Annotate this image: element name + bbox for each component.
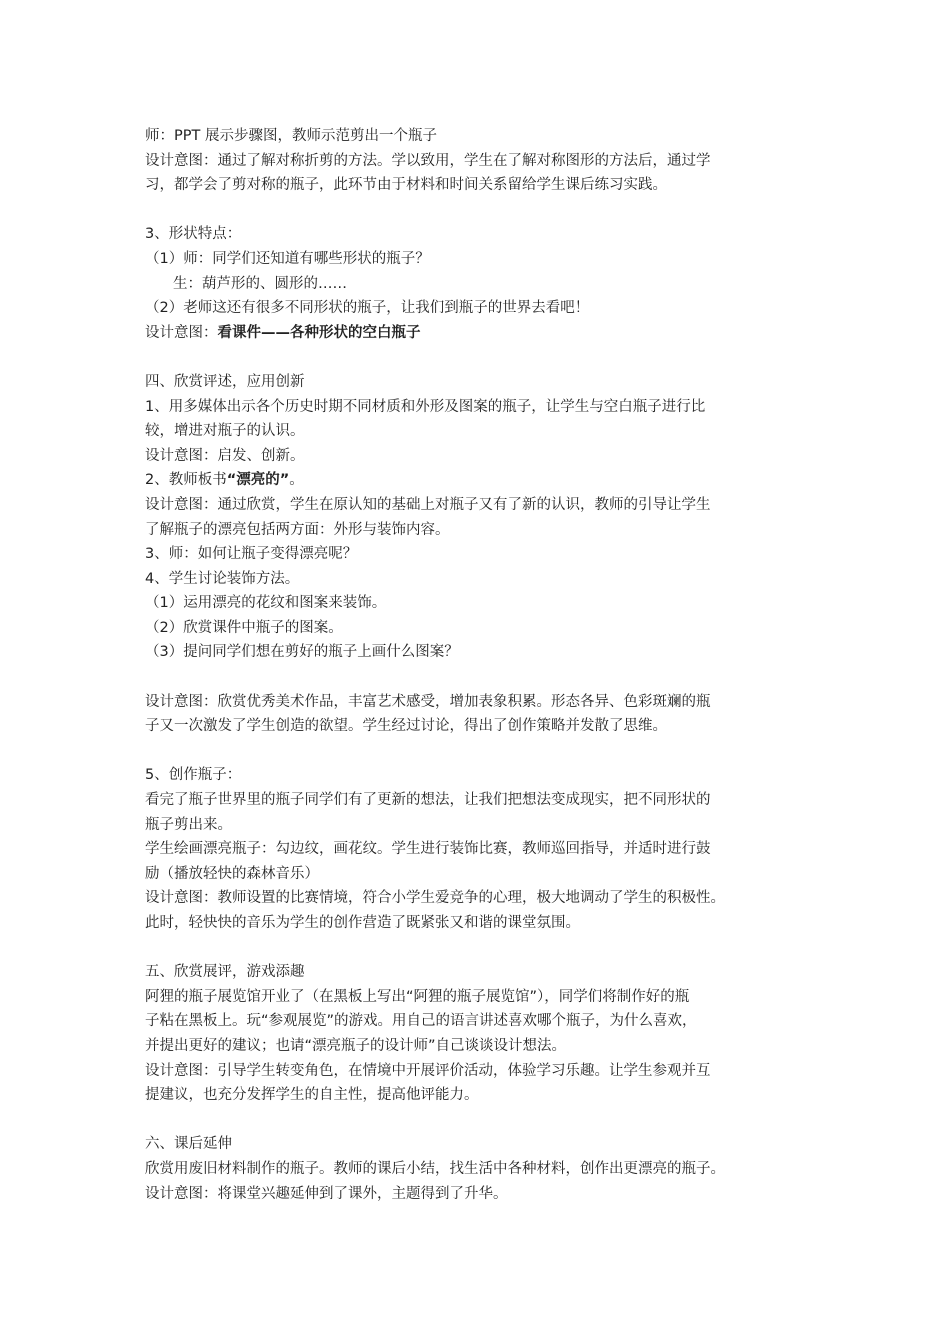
text-line: 瓶子剪出来。 bbox=[145, 816, 232, 833]
text-line: 五、欣赏展评，游戏添趣 bbox=[145, 964, 305, 981]
text-line: 设计意图：引导学生转变角色，在情境中开展评价活动，体验学习乐趣。让学生参观并互 bbox=[145, 1062, 711, 1079]
text-line: 师：PPT 展示步骤图，教师示范剪出一个瓶子 bbox=[145, 128, 437, 144]
line-prefix: 2、教师板书 bbox=[145, 472, 227, 489]
text-line bbox=[145, 321, 815, 346]
text-line: 较，增进对瓶子的认识。 bbox=[145, 423, 305, 440]
blank-line bbox=[145, 665, 815, 690]
text-line: 了解瓶子的漂亮包括两方面：外形与装饰内容。 bbox=[145, 521, 450, 538]
blank-line bbox=[145, 198, 815, 223]
line-prefix: 设计意图： bbox=[145, 324, 218, 341]
text-line: 子又一次激发了学生创造的欲望。学生经过讨论，得出了创作策略并发散了思维。 bbox=[145, 718, 667, 735]
blank-line bbox=[145, 936, 815, 961]
text-line: 学生绘画漂亮瓶子：勾边纹，画花纹。学生进行装饰比赛，教师巡回指导，并适时进行鼓 bbox=[145, 841, 711, 858]
text-line: 设计意图：通过欣赏，学生在原认知的基础上对瓶子又有了新的认识，教师的引导让学生 bbox=[145, 496, 711, 513]
text-line: 设计意图：教师设置的比赛情境，符合小学生爱竞争的心理，极大地调动了学生的积极性。 bbox=[145, 890, 725, 907]
blank-line bbox=[145, 1108, 815, 1133]
text-line: 励（播放轻快的森林音乐） bbox=[145, 865, 319, 882]
text-line: 3、形状特点： bbox=[145, 226, 242, 243]
bold-text: “漂亮的” bbox=[226, 472, 290, 489]
text-line: 5、创作瓶子： bbox=[145, 767, 242, 784]
text-line: 此时，轻快快的音乐为学生的创作营造了既紧张又和谐的课堂氛围。 bbox=[145, 915, 580, 931]
text-line: 欣赏用废旧材料制作的瓶子。教师的课后小结，找生活中各种材料，创作出更漂亮的瓶子。 bbox=[145, 1160, 725, 1177]
document-body bbox=[145, 124, 815, 1206]
text-line: 3、师：如何让瓶子变得漂亮呢？ bbox=[145, 546, 358, 563]
text-line: 设计意图：通过了解对称折剪的方法。学以致用，学生在了解对称图形的方法后，通过学 bbox=[145, 152, 711, 169]
text-line: 设计意图：将课堂兴趣延伸到了课外，主题得到了升华。 bbox=[145, 1185, 508, 1202]
text-line: 阿狸的瓶子展览馆开业了（在黑板上写出“阿狸的瓶子展览馆”），同学们将制作好的瓶 bbox=[145, 988, 690, 1005]
text-line: （1）运用漂亮的花纹和图案来装饰。 bbox=[145, 595, 387, 612]
text-line: （3）提问同学们想在剪好的瓶子上画什么图案？ bbox=[145, 644, 459, 661]
text-line: 设计意图：启发、创新。 bbox=[145, 447, 305, 464]
text-line: （1）师：同学们还知道有哪些形状的瓶子？ bbox=[145, 250, 430, 267]
text-line: 4、学生讨论装饰方法。 bbox=[145, 570, 300, 587]
text-line: 提建议，也充分发挥学生的自主性，提高他评能力。 bbox=[145, 1087, 479, 1104]
blank-line bbox=[145, 739, 815, 764]
text-line: 习，都学会了剪对称的瓶子，此环节由于材料和时间关系留给学生课后练习实践。 bbox=[145, 177, 667, 194]
text-line: 四、欣赏评述，应用创新 bbox=[145, 373, 305, 390]
text-line bbox=[145, 468, 815, 493]
bold-text: 看课件——各种形状的空白瓶子 bbox=[217, 324, 421, 341]
text-line: 看完了瓶子世界里的瓶子同学们有了更新的想法，让我们把想法变成现实，把不同形状的 bbox=[145, 792, 711, 809]
text-line: 设计意图：欣赏优秀美术作品，丰富艺术感受，增加表象积累。形态各异、色彩斑斓的瓶 bbox=[145, 693, 711, 710]
text-line: 1、用多媒体出示各个历史时期不同材质和外形及图案的瓶子，让学生与空白瓶子进行比 bbox=[145, 398, 706, 415]
text-line: 六、课后延伸 bbox=[145, 1136, 232, 1153]
blank-line bbox=[145, 345, 815, 370]
line-suffix: 。 bbox=[289, 472, 304, 489]
text-line: 生：葫芦形的、圆形的…… bbox=[173, 275, 347, 292]
text-line: （2）欣赏课件中瓶子的图案。 bbox=[145, 619, 343, 636]
text-line: 子粘在黑板上。玩“参观展览”的游戏。用自己的语言讲述喜欢哪个瓶子，为什么喜欢， bbox=[145, 1013, 697, 1030]
text-line: （2）老师这还有很多不同形状的瓶子，让我们到瓶子的世界去看吧！ bbox=[145, 300, 590, 317]
text-line: 并提出更好的建议；也请“漂亮瓶子的设计师”自己谈谈设计想法。 bbox=[145, 1037, 567, 1054]
